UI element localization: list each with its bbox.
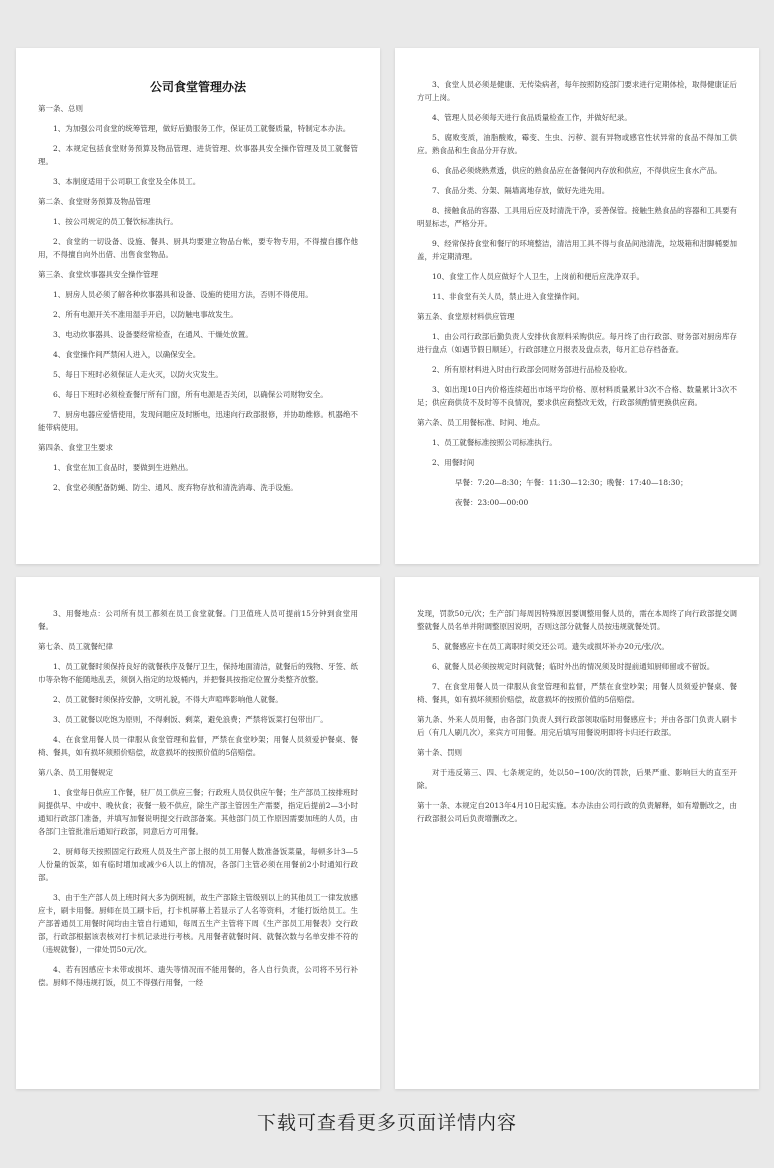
paragraph: 2、员工就餐时须保持安静，文明礼貌，不得大声喧哗影响他人就餐。 xyxy=(53,695,283,704)
paragraph: 3、食堂人员必须是健康、无传染病者，每年按照防疫部门要求进行定期体检，取得健康证后方可上岗。 xyxy=(417,80,737,102)
paragraph: 1、由公司行政部后勤负责人安排伙食原料采购供应。每月终了由行政部、财务部对厨房库存进行盘点（如遇节假日顺延），行政部建立月报表及盘点表，每月汇总存档备查。 xyxy=(417,332,737,354)
paragraph: 早餐：7:20—8:30；午餐：11:30—12:30；晚餐：17:40—18:30； xyxy=(455,478,688,487)
paragraph: 4、在食堂用餐人员一律服从食堂管理和监督，严禁在食堂吵架；用餐人员须爱护餐桌、餐椅、餐具，如有损坏须照价赔偿，故意损坏的按照价值的5倍赔偿。 xyxy=(38,735,358,757)
paragraph: 7、食品分类、分架、隔墙离地存放，做好先进先用。 xyxy=(432,186,610,195)
paragraph: 1、员工就餐时须保持良好的就餐秩序及餐厅卫生，保持地面清洁，就餐后的残物、牙签、纸巾等杂物不能随地乱丢，须倒入指定的垃圾桶内，并把餐具按指定位置分类整齐放整。 xyxy=(38,662,358,684)
paragraph: 3、本制度适用于公司职工食堂及全体员工。 xyxy=(53,177,201,186)
section-heading: 第七条、员工就餐纪律 xyxy=(38,642,113,651)
paragraph: 3、用餐地点：公司所有员工都须在员工食堂就餐。门卫值班人员可提前15分钟到食堂用餐。 xyxy=(38,609,358,631)
paragraph: 2、食堂的一切设备、设施、餐具、厨具均要建立物品台帐，要专物专用，不得擅自挪作他用，不得擅自向外出借、出售食堂物品。 xyxy=(38,237,358,259)
paragraph: 3、电动炊事器具、设备要经常检查，在通风、干燥处放置。 xyxy=(53,330,253,339)
paragraph: 3、由于生产部人员上班时间大多为倒班制，故生产部除主管级别以上的其他员工一律发放感应卡，刷卡用餐。厨师在员工刷卡后，打卡机屏幕上若显示了人名等资料，才能打饭给员工。生产部普通员工用餐时间均由主管自行通知，每周五生产主管将下周《生产部员工用餐表》交行政部，行政部根据该表核对打卡机记录进行考核。凡用餐者就餐时间、就餐次数与名单安排不符的（违规就餐），一律处罚50元/次。 xyxy=(38,893,358,954)
paragraph: 9、经常保持食堂和餐厅的环境整洁，清洁用工具不得与食品间池清洗，垃圾箱和泔脚桶要加盖，并定期清理。 xyxy=(417,239,737,261)
section-heading: 第十条、罚则 xyxy=(417,748,462,757)
section-heading: 第五条、食堂原材料供应管理 xyxy=(417,312,515,321)
paragraph: 1、按公司规定的员工餐饮标准执行。 xyxy=(53,217,178,226)
document-page-3 xyxy=(16,577,380,1089)
paragraph: 夜餐：23:00—00:00 xyxy=(455,498,529,507)
paragraph: 1、厨房人员必须了解各种炊事器具和设备、设施的使用方法，否则不得使用。 xyxy=(53,290,313,299)
section-heading: 第十一条、本规定自2013年4月10日起实施。本办法由公司行政的负责解释，如有增删改之，由行政部报公司后负责增删改之。 xyxy=(417,801,737,823)
paragraph: 2、所有原材料进入时由行政部会同财务部进行品检及验收。 xyxy=(432,365,632,374)
paragraph: 6、就餐人员必须按规定时间就餐；临时外出的情况须及时提前通知厨师留或不留饭。 xyxy=(432,662,715,671)
paragraph: 4、管理人员必须每天进行食品质量检查工作，并做好纪录。 xyxy=(432,113,632,122)
section-heading: 第二条、食堂财务预算及物品管理 xyxy=(38,197,151,206)
paragraph: 8、接触食品的容器、工具用后应及时清洗干净，妥善保管。接触生熟食品的容器和工具要有明显标志，严格分开。 xyxy=(417,206,737,228)
paragraph: 2、本规定包括食堂财务预算及物品管理、进货管理、炊事器具安全操作管理及员工就餐管理。 xyxy=(38,144,358,166)
paragraph: 4、食堂操作间严禁闲人进入，以确保安全。 xyxy=(53,350,201,359)
paragraph: 7、厨房电器应爱惜使用，发现问题应及时断电，迅速向行政部报修，并协助维修。机器绝不能带病使用。 xyxy=(38,410,358,432)
section-heading: 第三条、食堂炊事器具安全操作管理 xyxy=(38,270,158,279)
section-heading: 第四条、食堂卫生要求 xyxy=(38,443,113,452)
paragraph: 4、若有因感应卡未带或损坏、遗失等情况而不能用餐的，各人自行负责，公司将不另行补偿。厨师不得违规打饭，员工不得强行用餐，一经 xyxy=(38,965,358,987)
document-title: 公司食堂管理办法 xyxy=(149,80,246,94)
paragraph: 6、食品必须烧熟煮透，供应的熟食品应在备餐间内存放和供应，不得供应生食水产品。 xyxy=(432,166,722,175)
document-page-2 xyxy=(395,48,759,564)
paragraph: 2、食堂必须配备防蝇、防尘、通风、废弃物存放和清洗消毒、洗手设施。 xyxy=(53,483,298,492)
paragraph: 2、用餐时间 xyxy=(432,458,475,467)
paragraph: 3、如出现10日内价格连续超出市场平均价格、原材料质量累计3次不合格、数量累计3次不足；供应商供货不及时等不良情况，要求供应商整改无效，行政部须酌情更换供应商。 xyxy=(417,385,737,407)
document-page-1 xyxy=(16,48,380,564)
paragraph: 7、在食堂用餐人员一律服从食堂管理和监督，严禁在食堂吵架；用餐人员须爱护餐桌、餐椅、餐具，如有损坏须照价赔偿，故意损坏的按照价值的5倍赔偿。 xyxy=(417,682,737,704)
section-heading: 第六条、员工用餐标准、时间、地点。 xyxy=(417,418,545,427)
paragraph: 5、腐败变质，油脂酸败，霉变、生虫、污秽、混有异物或感官性状异常的食品不得加工供应。熟食品和生食品分开存放。 xyxy=(417,133,737,155)
document-page-4 xyxy=(395,577,759,1089)
paragraph: 10、食堂工作人员应做好个人卫生，上岗前和便后应洗净双手。 xyxy=(432,272,645,281)
paragraph: 11、非食堂有关人员，禁止进入食堂操作间。 xyxy=(432,292,585,301)
paragraph: 2、所有电源开关不准用湿手开启，以防触电事故发生。 xyxy=(53,310,238,319)
section-heading: 第一条、总则 xyxy=(38,104,83,113)
section-heading: 第八条、员工用餐规定 xyxy=(38,768,113,777)
paragraph: 2、厨师每天按照固定行政班人员及生产部上报的员工用餐人数准备饭菜量，每顿多计3—5人份量的饭菜，如有临时增加或减少6人以上的情况，各部门主管必须在用餐前2小时通知行政部。 xyxy=(38,847,358,882)
paragraph: 1、食堂在加工食品时，要做到生进熟出。 xyxy=(53,463,193,472)
section-heading: 发现，罚款50元/次；生产部门每周因特殊原因要调整用餐人员的，需在本周终了向行政部提交调整就餐人员名单并附调整原因说明，否则这部分就餐人员按违规就餐处罚。 xyxy=(417,609,737,631)
paragraph: 1、食堂每日供应工作餐，驻厂员工供应三餐；行政班人员仅供应午餐；生产部员工按排班时间提供早、中或中、晚伙食；夜餐一般不供应，除生产部主管因生产需要，指定后提前2—3小时通知行政部门准备，并填写加餐说明提交行政部备案。其他部门员工作原因需要加班的人员，由各部门主管批准后通知行政部，同意后方可用餐。 xyxy=(38,788,358,836)
paragraph: 3、员工就餐以吃饱为原则，不得剩饭、剩菜，避免浪费；严禁将饭菜打包带出厂。 xyxy=(53,715,328,724)
paragraph: 1、员工就餐标准按照公司标准执行。 xyxy=(432,438,557,447)
paragraph: 1、为加强公司食堂的统筹管理，做好后勤服务工作，保证员工就餐质量，特制定本办法。 xyxy=(53,124,351,133)
paragraph: 对于违反第三、四、七条规定的，处以50~100/次的罚款，后果严重、影响巨大的直至开除。 xyxy=(417,768,737,790)
paragraph: 5、每日下班时必须保证人走火灭，以防火灾发生。 xyxy=(53,370,223,379)
download-hint: 下载可查看更多页面详情内容 xyxy=(256,1112,517,1134)
section-heading: 第九条、外来人员用餐，由各部门负责人到行政部领取临时用餐感应卡；并由各部门负责人刷卡后（有几人刷几次），来宾方可用餐。用完后填写用餐说明即将卡归还行政部。 xyxy=(417,715,737,737)
paragraph: 5、就餐感应卡在员工离职时须交还公司。遗失或损坏补办20元/张/次。 xyxy=(432,642,669,651)
paragraph: 6、每日下班时必须检查餐厅所有门窗，所有电源是否关闭，以确保公司财物安全。 xyxy=(53,390,328,399)
